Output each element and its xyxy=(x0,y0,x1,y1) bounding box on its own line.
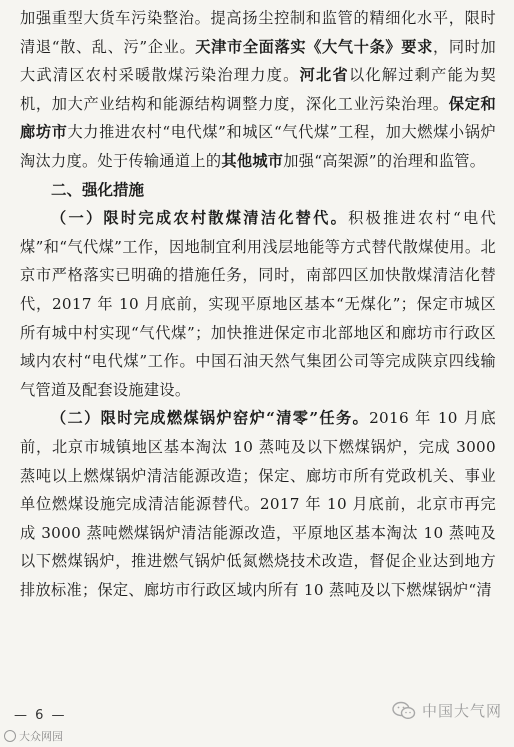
page-number: — 6 — xyxy=(14,708,67,723)
emphasis-text: 其他城市 xyxy=(221,151,284,170)
paragraph-rural-coal-replacement xyxy=(20,204,496,404)
watermark-left xyxy=(4,728,63,744)
body-text: 2016 年 10 月底前，北京市城镇地区基本淘汰 10 蒸吨及以下燃煤锅炉，完成 3000 蒸吨以上燃煤锅炉清洁能源改造；保定、廊坊市所有党政机关、事业单位燃煤设施完成清洁能源替代。2017 年 10 月底前，北京市再完成 3000 蒸吨燃煤锅炉清洁能源改造，平原地区基本淘汰 10 蒸吨及以下燃煤锅炉，推进燃气锅炉低氮燃烧技术改造，督促企业达到地方排放标准；保定、廊坊市行政区域内所有 10 蒸吨及以下燃煤锅炉“清 xyxy=(20,409,496,599)
body-text: 加强重型大货车污染整治。提高扬尘控制和监管的精细化水平，限时清退“散、乱、污”企业。 xyxy=(20,9,496,56)
body-text: 大力推进农村“电代煤”和城区“气代煤”工程，加大燃煤小锅炉淘汰力度。处于传输通道上的 xyxy=(20,123,497,170)
emphasis-text: （一）限时完成农村散煤清洁化替代。 xyxy=(51,209,349,228)
emphasis-text: 河北省 xyxy=(299,66,349,85)
body-text: 积极推进农村“电代煤”和“气代煤”工作，因地制宜利用浅层地能等方式替代散煤使用。北京市严格落实已明确的措施任务，同时，南部四区加快散煤清洁化替代，2017 年 10 月底前，实现平原地区基本“无煤化”；保定市城区所有城中村实现“气代煤”；加快推进保定市北部地区和廊坊市行政区域内农村“电代煤”工作。中国石油天然气集团公司等完成陕京四线输气管道及配套设施建设。 xyxy=(20,209,496,399)
wechat-icon xyxy=(392,701,416,721)
section-heading: 二、强化措施 xyxy=(51,179,145,199)
paragraph-regional-measures xyxy=(20,4,496,176)
watermark-right xyxy=(392,700,502,721)
emphasis-text: 保定和廊坊市 xyxy=(20,94,496,142)
body-text: 以化解过剩产能为契机，加大产业结构和能源结构调整力度，深化工业污染治理。 xyxy=(20,66,496,113)
emphasis-text: （二）限时完成燃煤锅炉窑炉“清零”任务。 xyxy=(51,409,370,428)
document-body xyxy=(20,4,496,604)
paragraph-coal-boiler-elimination xyxy=(20,404,496,604)
body-text: 加强“高架源”的治理和监管。 xyxy=(283,151,486,170)
emphasis-text: 天津市全面落实《大气十条》要求 xyxy=(195,37,433,56)
watermark-right-text: 中国大气网 xyxy=(421,702,502,720)
watermark-logo-icon xyxy=(4,730,16,742)
watermark-left-text: 大众网园 xyxy=(19,730,63,743)
page-footer xyxy=(0,696,514,747)
body-text: ，同时加大武清区农村采暖散煤污染治理力度。 xyxy=(20,37,496,85)
